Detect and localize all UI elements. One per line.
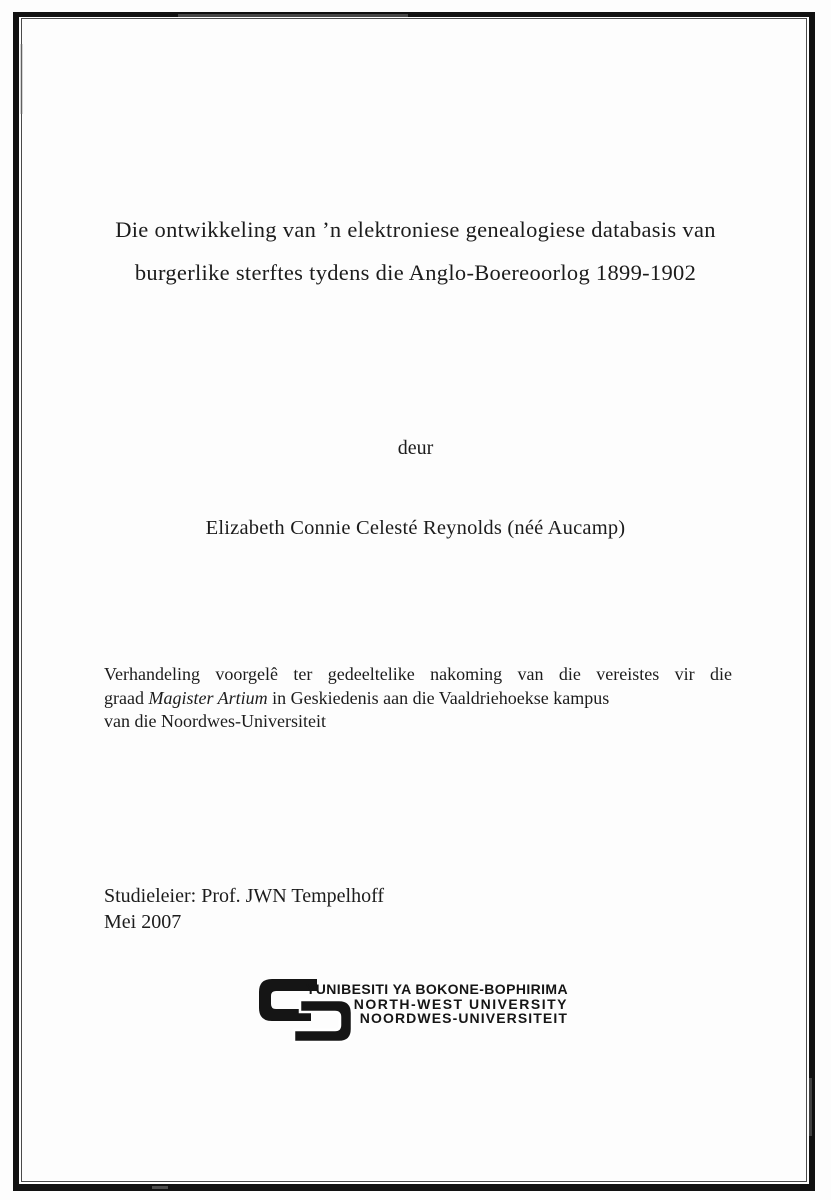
degree-statement xyxy=(104,663,732,734)
supervisor-line: Studieleier: Prof. JWN Tempelhoff xyxy=(104,885,385,907)
degree-statement-line2 xyxy=(104,687,732,711)
byline-label: deur xyxy=(397,437,434,459)
degree-statement-line2-post: in Geskiedenis aan die Vaaldriehoekse kampus xyxy=(267,687,610,708)
logo-line-setswana: YUNIBESITI YA BOKONE-BOPHIRIMA xyxy=(306,981,568,997)
author-name: Elizabeth Connie Celesté Reynolds (néé Aucamp) xyxy=(205,517,626,539)
degree-name-italic: Magister Artium xyxy=(148,687,268,708)
degree-statement-line2-pre: graad xyxy=(104,687,149,708)
university-logo-text xyxy=(306,982,568,1025)
thesis-title-line1: Die ontwikkeling van ’n elektroniese genealogiese databasis van xyxy=(115,217,716,242)
thesis-title-line2: burgerlike sterftes tydens die Anglo-Boereoorlog 1899-1902 xyxy=(134,260,697,285)
credits-block xyxy=(104,884,384,935)
degree-statement-line3: van die Noordwes-Universiteit xyxy=(104,711,326,731)
degree-statement-line1: Verhandeling voorgelê ter gedeeltelike nakoming van die vereistes vir die xyxy=(104,664,732,684)
university-logo xyxy=(257,977,568,1044)
logo-line-afrikaans: NOORDWES-UNIVERSITEIT xyxy=(359,1010,568,1026)
date-line: Mei 2007 xyxy=(104,910,182,933)
logo-line-english: NORTH-WEST UNIVERSITY xyxy=(353,996,568,1012)
thesis-title xyxy=(0,208,831,294)
